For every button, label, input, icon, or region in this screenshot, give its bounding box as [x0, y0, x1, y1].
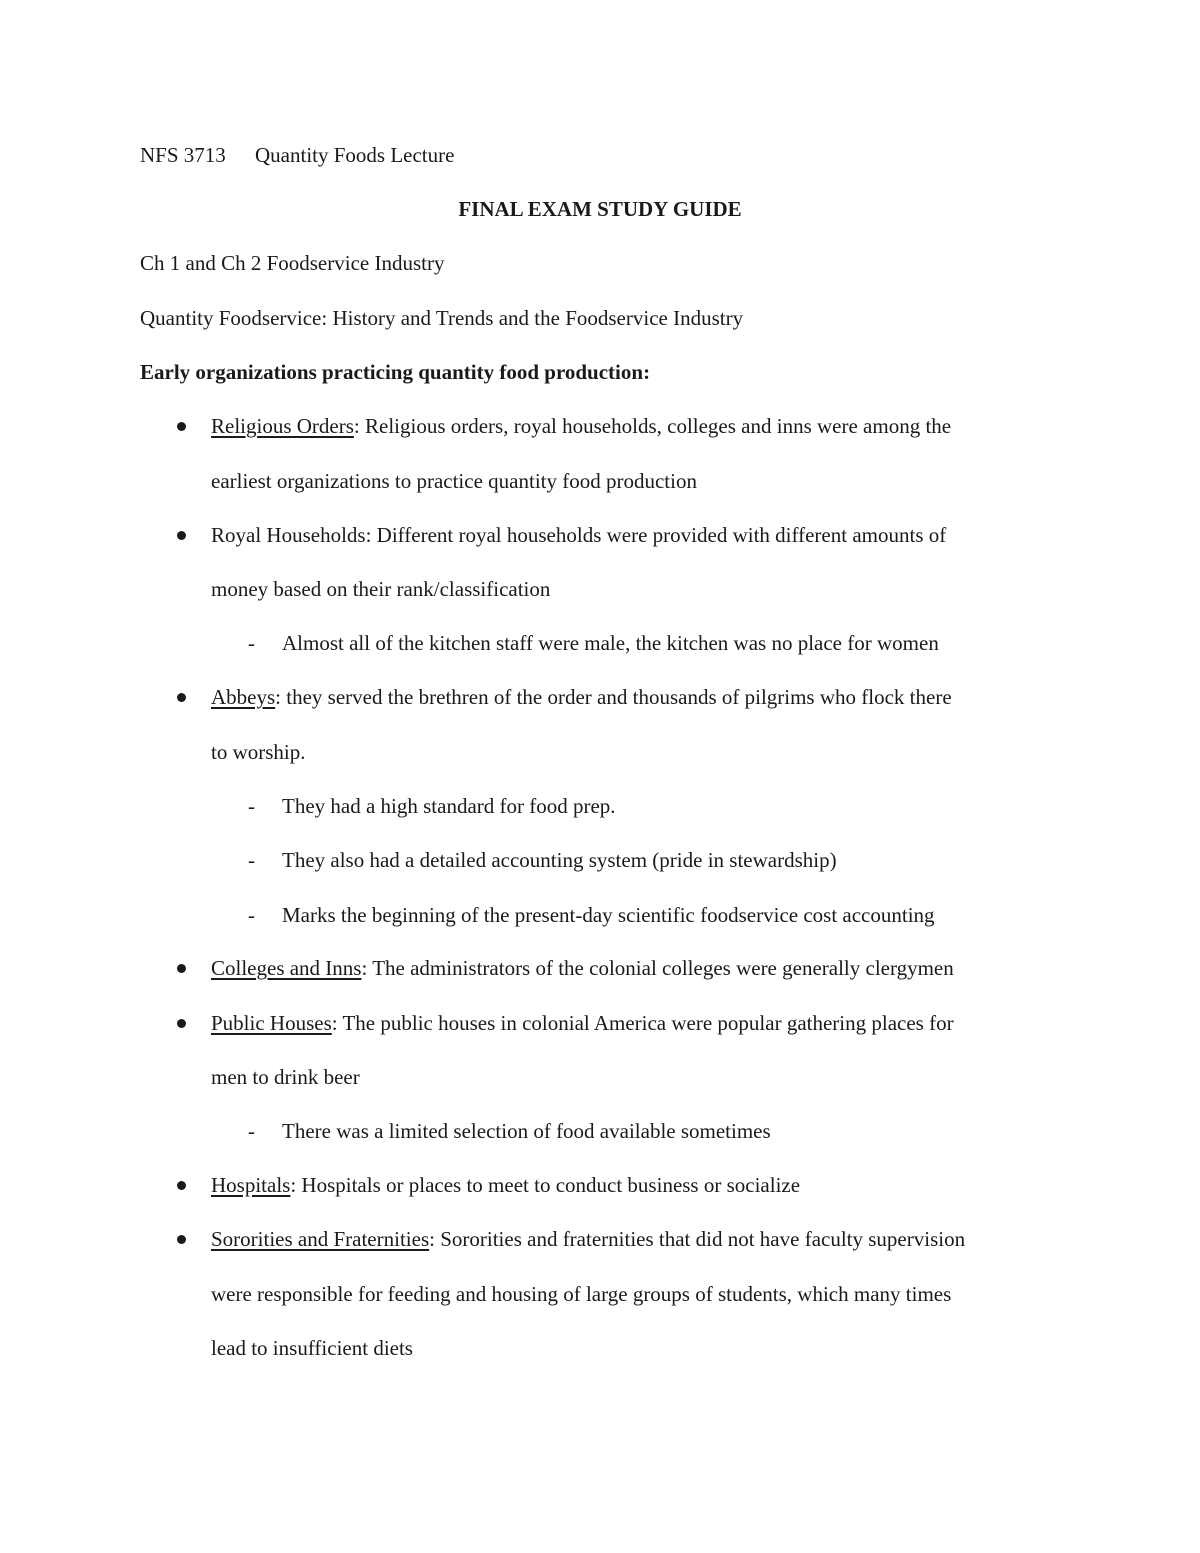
bullet-text: : The administrators of the colonial colleges were generally clergymen — [361, 956, 954, 980]
bullet-icon — [177, 422, 186, 431]
bullet-term: Colleges and Inns — [211, 956, 362, 980]
list-item — [211, 1225, 965, 1253]
bullet-text-continued: to worship. — [211, 740, 306, 764]
bullet-term: Religious Orders — [211, 414, 354, 438]
bullet-icon — [177, 1181, 186, 1190]
sub-item: There was a limited selection of food available sometimes — [282, 1119, 771, 1143]
bullet-text: : Sororities and fraternities that did not have faculty supervision — [429, 1227, 966, 1251]
dash-marker: - — [248, 1119, 255, 1143]
bullet-term: Abbeys — [211, 685, 276, 709]
bullet-text: : they served the brethren of the order and thousands of pilgrims who flock there — [275, 685, 952, 709]
bullet-text: : Hospitals or places to meet to conduct business or socialize — [290, 1173, 801, 1197]
bullet-text: : The public houses in colonial America were popular gathering places for — [331, 1011, 954, 1035]
bullet-icon — [177, 1235, 186, 1244]
dash-marker: - — [248, 903, 255, 927]
sub-item: Almost all of the kitchen staff were male, the kitchen was no place for women — [282, 631, 939, 655]
bullet-icon — [177, 531, 186, 540]
bullet-icon — [177, 1019, 186, 1028]
section-heading: Early organizations practicing quantity food production: — [140, 360, 651, 384]
sub-item: Marks the beginning of the present-day scientific foodservice cost accounting — [282, 903, 935, 927]
list-item — [211, 1171, 800, 1199]
list-item — [211, 412, 951, 440]
bullet-text-continued: men to drink beer — [211, 1065, 360, 1089]
bullet-icon — [177, 693, 186, 702]
list-item — [211, 954, 954, 982]
course-name: Quantity Foods Lecture — [255, 143, 455, 167]
course-code: NFS 3713 — [140, 143, 226, 167]
bullet-term: Public Houses — [211, 1011, 332, 1035]
bullet-term: Sororities and Fraternities — [211, 1227, 430, 1251]
subtitle: Quantity Foodservice: History and Trends and the Foodservice Industry — [140, 306, 744, 330]
bullet-term: Hospitals — [211, 1173, 291, 1197]
bullet-text: : Religious orders, royal households, colleges and inns were among the — [353, 414, 952, 438]
sub-item: They also had a detailed accounting system (pride in stewardship) — [282, 848, 837, 872]
dash-marker: - — [248, 631, 255, 655]
dash-marker: - — [248, 848, 255, 872]
bullet-text-continued: were responsible for feeding and housing of large groups of students, which many times — [211, 1282, 952, 1306]
page-title: FINAL EXAM STUDY GUIDE — [458, 197, 742, 221]
list-item — [211, 1009, 954, 1037]
bullet-text-continued: earliest organizations to practice quantity food production — [211, 469, 697, 493]
list-item — [211, 683, 952, 711]
chapter-heading: Ch 1 and Ch 2 Foodservice Industry — [140, 251, 445, 275]
bullet-text-continued: money based on their rank/classification — [211, 577, 551, 601]
bullet-icon — [177, 964, 186, 973]
list-item: Royal Households: Different royal households were provided with different amounts of — [211, 523, 947, 547]
dash-marker: - — [248, 794, 255, 818]
bullet-text-continued: lead to insufficient diets — [211, 1336, 413, 1360]
sub-item: They had a high standard for food prep. — [282, 794, 616, 818]
